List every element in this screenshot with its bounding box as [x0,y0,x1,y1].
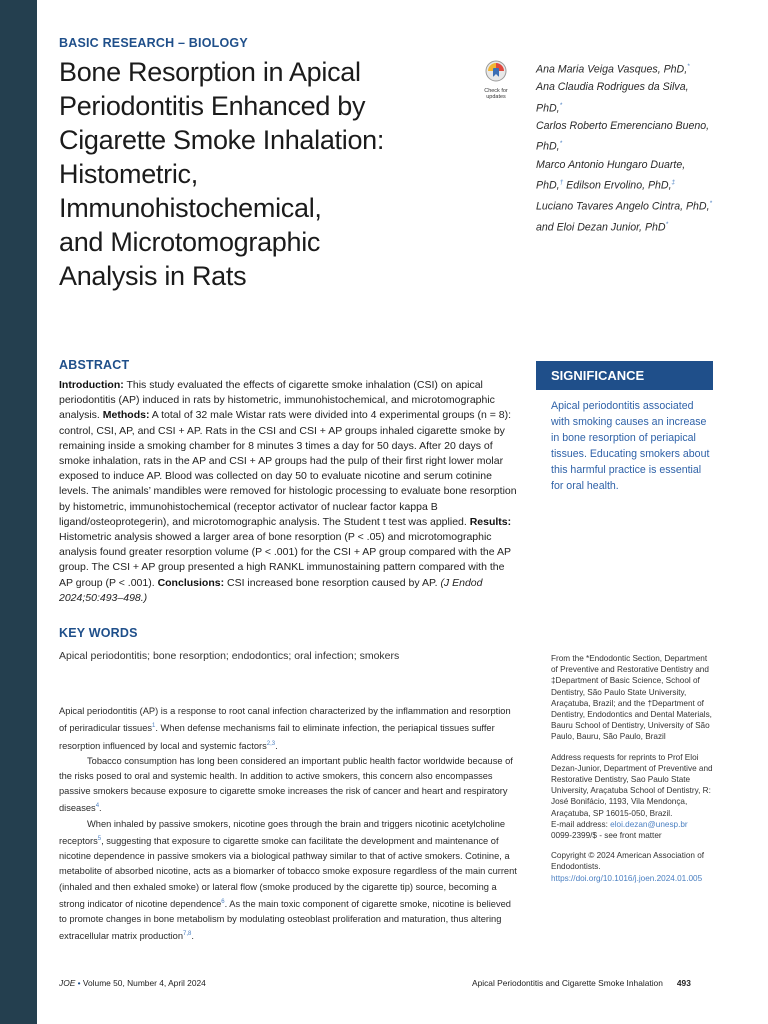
footer-running-head: Apical Periodontitis and Cigarette Smoke Inhalation 493 [472,978,691,988]
abstract-heading: ABSTRACT [59,358,130,372]
author-list: Ana Maria Veiga Vasques, PhD,* Ana Claudia Rodrigues da Silva, PhD,* Carlos Roberto Emerenciano Bueno, PhD,* Marco Antonio Hungaro Duarte, PhD,† Edilson Ervolino, PhD,‡ Luciano Tavares Angelo Cintra, PhD,* and Eloi Dezan Junior, PhD* [536,63,713,234]
keywords-heading: KEY WORDS [59,626,138,640]
section-label: BASIC RESEARCH – BIOLOGY [59,36,248,50]
email-link[interactable]: eloi.dezan@unesp.br [610,819,688,829]
affiliation-note [551,653,716,893]
significance-heading: SIGNIFICANCE [536,361,713,390]
body-paragraph: When inhaled by passive smokers, nicotine goes through the brain and triggers nicotinic acetylcholine receptors$^5$, suggesting that exposure to cigarette smoke can facilitate the development and maintenance of nicotine dependence in passive smokers via a biological pathway similar to that of active smokers. Cotinine, a metabolite of absorbed nicotine, acts as a biomarker of tobacco smoke exposure regardless of the main current (inhaled and then exhaled smoke) or lateral flow (smoke produced by the cigarette tip) source, becoming a strong indicator of nicotine dependence$^6$. As the main toxic component of cigarette smoke, nicotine is believed to promote changes in bone metabolism by modulating osteoblast proliferation and maturation, thus altering extracellular matrix production$^{7,8}$. [59,818,517,942]
significance-text: Apical periodontitis associated with smoking causes an increase in bone resorption of periapical tissues. Educating smokers about this harmful practice is essential for oral health. [551,400,710,492]
citation-link[interactable]: 4 [95,803,100,810]
body-paragraph: Apical periodontitis (AP) is a response to root canal infection characterized by the inflammation and resorption of periradicular tissues$^1$. When defense mechanisms fail to eliminate infection, the periapical tissues suffer resorption influenced by local and systemic factors$^{2,3}$. [59,706,511,751]
citation-link[interactable]: 7,8 [183,931,192,938]
article-title: Bone Resorption in Apical Periodontitis Enhanced by Cigarette Smoke Inhalation: Histometric, Immunohistochemical, and Microtomographic Analysis in Rats [59,57,385,291]
citation-link[interactable]: 5 [97,835,102,842]
doi-link[interactable]: https://doi.org/10.1016/j.joen.2024.01.005 [551,873,703,883]
check-for-updates-badge[interactable] [481,60,511,100]
left-color-strip [0,0,37,1024]
citation-link[interactable]: 6 [221,898,225,905]
reprints-text: Address requests for reprints to Prof Eloi Dezan-Junior, Department of Preventive and Restorative Dentistry, Sao Paulo State University, Araçatuba School of Dentistry, R: José Bonifácio, 1193, Vila Mendonça, Araçatuba, SP 16015-050, Brazil. E-mail address: eloi.dezan@unesp.br 0099-2399/$ - see front matter [551,752,713,841]
article-body [59,704,517,945]
footer-journal-info: JOE • Volume 50, Number 4, April 2024 [59,978,206,988]
affiliation-text: From the *Endodontic Section, Department of Preventive and Restorative Dentistry and ‡Department of Basic Science, School of Dentistry, São Paulo State University, Araçatuba, Brazil; and the †Department of Dentistry, Endodontics and Dental Materials, Bauru School of Dentistry, University of São Paulo, Bauru, São Paulo, Brazil [551,654,712,742]
page-number: 493 [676,978,691,988]
copyright-text: Copyright © 2024 American Association of Endodontists. https://doi.org/10.1016/j.joen.2024.01.005 [551,851,705,883]
badge-caption: Check for updates [484,88,508,100]
citation-link[interactable]: 1 [152,723,156,730]
body-paragraph: Tobacco consumption has long been considered an important public health factor worldwide because of the risks posed to oral and systemic health. In addition to active smokers, this concern also encompasses passive smokers because exposure to cigarette smoke increases the risk of cancer and heart and respiratory diseases$^4$. [59,755,513,814]
check-for-updates-icon [485,60,507,82]
abstract-body: Introduction: This study evaluated the effects of cigarette smoke inhalation (CSI) on apical periodontitis (AP) induced in rats by histometric, immunohistochemical, and microtomographic analysis. Methods: A total of 32 male Wistar rats were divided into 4 experimental groups (n = 8): control, CSI, AP, and CSI + AP. Rats in the CSI and CSI + AP groups inhaled cigarette smoke by remaining inside a smoking chamber for 8 minutes 3 times a day for 50 days. After 20 days of smoke inhalation, rats in the AP and CSI + AP groups had the pulp of their first right lower molar exposed to induce AP. Blood was collected on day 50 to evaluate nicotine and serum cotinine levels. The animals’ mandibles were removed for histologic processing to evaluate bone resorption by histometric, immunohistochemical (receptor activator of nuclear factor kappa B ligand/osteoprotegerin), and microtomographic analysis. The Student t test was applied. Results: Histometric analysis showed a larger area of bone resorption (P < .05) and microtomographic analysis found greater resorption volume (P < .001) for the CSI + AP group compared with the AP group. The CSI + AP group presented a high RANKL immunostaining pattern compared with the AP group (P < .001). Conclusions: CSI increased bone resorption caused by AP. (J Endod 2024;50:493–498.) [59,379,517,604]
keywords-text: Apical periodontitis; bone resorption; endodontics; oral infection; smokers [59,650,400,662]
citation-link[interactable]: 2,3 [266,740,276,747]
